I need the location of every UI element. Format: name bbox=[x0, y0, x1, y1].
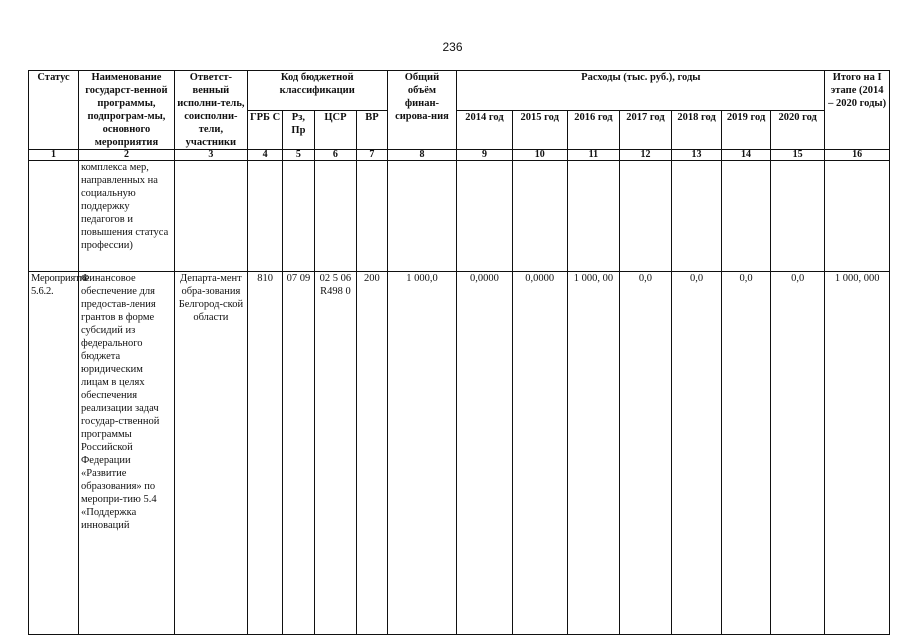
cell-vr bbox=[357, 161, 387, 272]
cell-status: Мероприятие 5.6.2. bbox=[29, 272, 79, 635]
cell-year: 0,0 bbox=[619, 272, 671, 635]
column-number: 15 bbox=[771, 150, 825, 161]
header-year: 2018 год bbox=[672, 110, 722, 150]
cell-vr: 200 bbox=[357, 272, 387, 635]
budget-table bbox=[28, 70, 890, 635]
cell-year: 0,0000 bbox=[512, 272, 567, 635]
header-year: 2019 год bbox=[722, 110, 771, 150]
column-number: 11 bbox=[567, 150, 619, 161]
cell-year bbox=[567, 161, 619, 272]
cell-stage-total: 1 000, 000 bbox=[825, 272, 890, 635]
header-year: 2017 год bbox=[619, 110, 671, 150]
table-row bbox=[29, 161, 890, 272]
header-expenses-group: Расходы (тыс. руб.), годы bbox=[457, 71, 825, 111]
cell-year: 0,0 bbox=[722, 272, 771, 635]
cell-csr: 02 5 06 R498 0 bbox=[314, 272, 357, 635]
column-number: 6 bbox=[314, 150, 357, 161]
cell-executor: Департа-мент обра-зования Белгород-ской области bbox=[174, 272, 247, 635]
cell-total: 1 000,0 bbox=[387, 272, 457, 635]
cell-executor bbox=[174, 161, 247, 272]
cell-grbs bbox=[247, 161, 282, 272]
cell-rzpr bbox=[283, 161, 314, 272]
cell-rzpr: 07 09 bbox=[283, 272, 314, 635]
cell-csr bbox=[314, 161, 357, 272]
page-number: 236 bbox=[442, 40, 463, 54]
header-executor: Ответст-венный исполни-тель, соисполни-тели, участники bbox=[174, 71, 247, 150]
column-number: 9 bbox=[457, 150, 512, 161]
header-rzpr: Рз, Пр bbox=[283, 110, 314, 150]
cell-year: 0,0 bbox=[672, 272, 722, 635]
column-number: 7 bbox=[357, 150, 387, 161]
column-number: 12 bbox=[619, 150, 671, 161]
header-name: Наименование государст-венной программы, подпрограм-мы, основного мероприятия bbox=[79, 71, 175, 150]
column-number: 16 bbox=[825, 150, 890, 161]
cell-stage-total bbox=[825, 161, 890, 272]
cell-year bbox=[619, 161, 671, 272]
header-vr: ВР bbox=[357, 110, 387, 150]
cell-name: Финансовое обеспечение для предостав-ления грантов в форме субсидий из федерального бюджета юридическим лицам в целях обеспечения реализации задач государ-ственной программы Российской Федерации «Развитие образования» по меропри-тию 5.4 «Поддержка инноваций bbox=[79, 272, 175, 635]
cell-grbs: 810 bbox=[247, 272, 282, 635]
cell-year bbox=[512, 161, 567, 272]
column-number: 1 bbox=[29, 150, 79, 161]
column-number: 8 bbox=[387, 150, 457, 161]
cell-year: 0,0 bbox=[771, 272, 825, 635]
column-number: 14 bbox=[722, 150, 771, 161]
cell-total bbox=[387, 161, 457, 272]
table-row bbox=[29, 272, 890, 635]
header-status: Статус bbox=[29, 71, 79, 150]
cell-year bbox=[771, 161, 825, 272]
header-grbs: ГРБ С bbox=[247, 110, 282, 150]
cell-year bbox=[457, 161, 512, 272]
column-number: 4 bbox=[247, 150, 282, 161]
column-number: 3 bbox=[174, 150, 247, 161]
header-stage-total: Итого на I этапе (2014 – 2020 годы) bbox=[825, 71, 890, 150]
header-year: 2014 год bbox=[457, 110, 512, 150]
header-year: 2015 год bbox=[512, 110, 567, 150]
header-total: Общий объём финан-сирова-ния bbox=[387, 71, 457, 150]
header-csr: ЦСР bbox=[314, 110, 357, 150]
cell-year bbox=[722, 161, 771, 272]
cell-year: 0,0000 bbox=[457, 272, 512, 635]
column-number: 13 bbox=[672, 150, 722, 161]
column-number: 10 bbox=[512, 150, 567, 161]
cell-year bbox=[672, 161, 722, 272]
header-code-group: Код бюджетной классификации bbox=[247, 71, 387, 111]
column-number: 5 bbox=[283, 150, 314, 161]
header-year: 2020 год bbox=[771, 110, 825, 150]
cell-name: комплекса мер, направленных на социальную поддержку педагогов и повышения статуса профессии) bbox=[79, 161, 175, 272]
column-number: 2 bbox=[79, 150, 175, 161]
header-year: 2016 год bbox=[567, 110, 619, 150]
cell-year: 1 000, 00 bbox=[567, 272, 619, 635]
cell-status bbox=[29, 161, 79, 272]
